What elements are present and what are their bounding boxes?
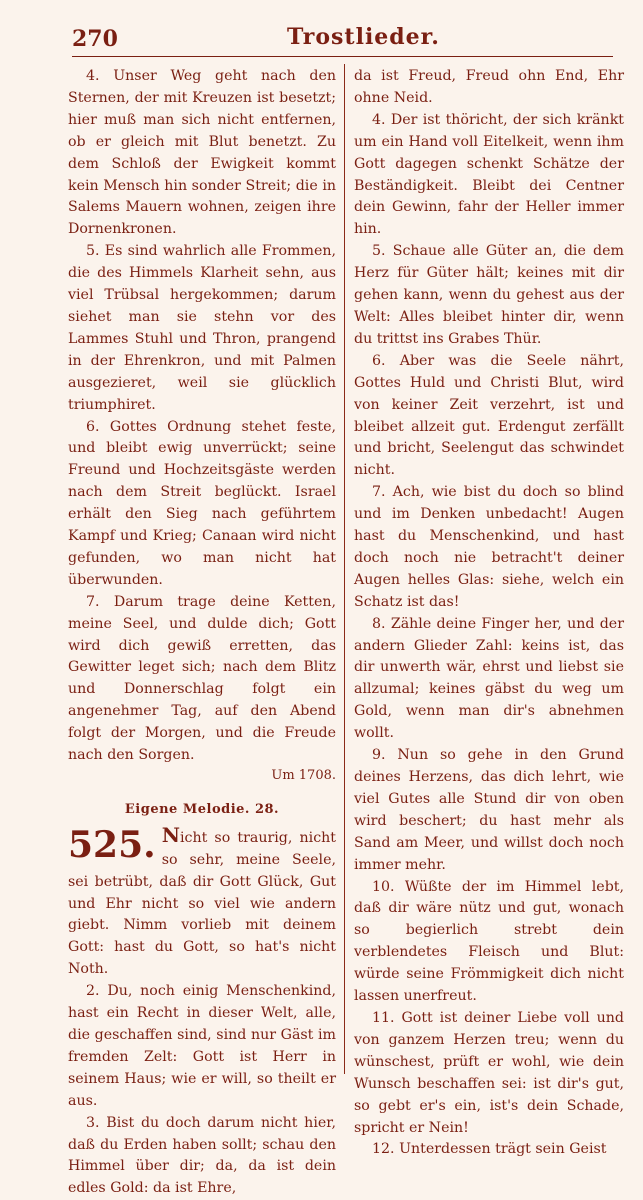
right-column (354, 66, 624, 1161)
verse-5-right: 5. Schaue alle Güter an, die dem Herz für Güter hält; keines mit dir gehen kann, wenn du gehest aus der Welt: Alles bleibet hinter dir, wenn du trittst ins Grabes Thür. (354, 243, 624, 347)
verse-6-right: 6. Aber was die Seele nährt, Gottes Huld und Christi Blut, wird von keiner Zeit verzehrt, ist und bleibet allzeit gut. Erdengut zerfällt und bricht, Seelengut das schwindet nicht. (354, 352, 624, 479)
page-header (72, 20, 613, 57)
hymn-tune-label: Eigene Melodie. 28. (124, 801, 280, 817)
verse-12: 12. Unterdessen trägt sein Geist (372, 1141, 607, 1158)
verse-5: 5. Es sind wahrlich alle Frommen, die des Himmels Klarheit sehn, aus viel Trübsal hergekommen; darum siehet man sie stehn vor des Lammes Stuhl und Thron, prangend in der Ehrenkron, und mit Palmen ausgezieret, weil sie glücklich triumphiret. (68, 243, 336, 413)
verse-3-continued: da ist Freud, Freud ohn End, Ehr ohne Neid. (354, 68, 624, 106)
verse-10: 10. Wüßte der im Himmel lebt, daß dir wäre nütz und gut, wonach so begierlich strebt dein verblendetes Fleisch und Blut: würde seine Frömmigkeit dich nicht lassen unerfreut. (354, 878, 624, 1005)
verse-4-right: 4. Der ist thöricht, der sich kränkt um ein Hand voll Eitelkeit, wenn ihm Gott dagegen schenkt Schätze der Beständigkeit. Bleibt dei Centner dein Gewinn, fahr der Heller immer hin. (354, 111, 624, 238)
hymn-525-verse-2: 2. Du, noch einig Menschenkind, hast ein Recht in dieser Welt, alle, die geschaffen sind, sind nur Gäst im fremden Zelt: Gott ist Herr in seinem Haus; wie er will, so theilt er aus. (68, 983, 336, 1109)
verse-4: 4. Unser Weg geht nach den Sternen, der mit Kreuzen ist besetzt; hier muß man sich nicht entfernen, ob er gleich mit Blut benetzt. Zu dem Schloß der Ewigkeit kommt kein Mensch hin sonder Streit; die in Salems Mauern wohnen, zeigen ihre Dornenkronen. (68, 68, 336, 238)
page-number: 270 (72, 26, 118, 52)
verse-6: 6. Gottes Ordnung stehet feste, und bleibt ewig unverrückt; seine Freund und Hochzeitsgäste werden nach dem Streit beglückt. Israel erhält den Sieg nach geführtem Kampf und Krieg; Canaan wird nicht gefunden, wo man nicht hat überwunden. (68, 418, 336, 588)
verse-11: 11. Gott ist deiner Liebe voll und von ganzem Herzen treu; wenn du wünschest, prüft er wohl, wie dein Wunsch beschaffen sei: ist dir's gut, so gebt er's ein, ist's dein Schade, spricht er Nein! (354, 1009, 624, 1136)
verse-7: 7. Darum trage deine Ketten, meine Seel, und dulde dich; Gott wird dich gewiß erretten, das Gewitter leget sich; nach dem Blitz und Donnerschlag folgt ein angenehmer Tag, auf den Abend folgt der Morgen, und die Freude nach den Sorgen. (68, 593, 336, 764)
verse-7-right: 7. Ach, wie bist du doch so blind und im Denken unbedacht! Augen hast du Menschenkind, und hast doch noch nie betracht't deiner Augen helles Glas: siehe, welch ein Schatz ist das! (354, 484, 624, 610)
hymn-date: Um 1708. (271, 768, 336, 783)
left-column (68, 66, 336, 1200)
running-title: Trostlieder. (287, 24, 440, 50)
hymn-verse-1-text: icht so traurig, nicht so sehr, meine Seele, sei betrübt, daß dir Gott Glück, Gut und Ehr nicht so viel wie andern giebt. Nimm vorlieb mit deinem Gott: hast du Gott, so hat's nicht Noth. (68, 829, 336, 978)
hymn-number: 525. (68, 823, 156, 866)
column-divider (344, 64, 345, 1074)
verse-9: 9. Nun so gehe in den Grund deines Herzens, das dich lehrt, wie viel Gutes alle Stund dir von oben wird beschert; du hast mehr als Sand am Meer, und willst doch noch immer mehr. (354, 747, 624, 873)
hymn-525-verse-3: 3. Bist du doch darum nicht hier, daß du Erden haben sollt; schau den Himmel über dir; da, da ist dein edles Gold: da ist Ehre, (68, 1114, 336, 1197)
drop-initial: N (161, 822, 180, 847)
hymn-525-verse-1 (68, 822, 336, 981)
verse-8: 8. Zähle deine Finger her, und der andern Glieder Zahl: keins ist, das dir unwerth wär, ehrst und liebst sie allzumal; keines gäbst du weg um Gold, wenn man dir's abnehmen wollt. (354, 615, 624, 742)
